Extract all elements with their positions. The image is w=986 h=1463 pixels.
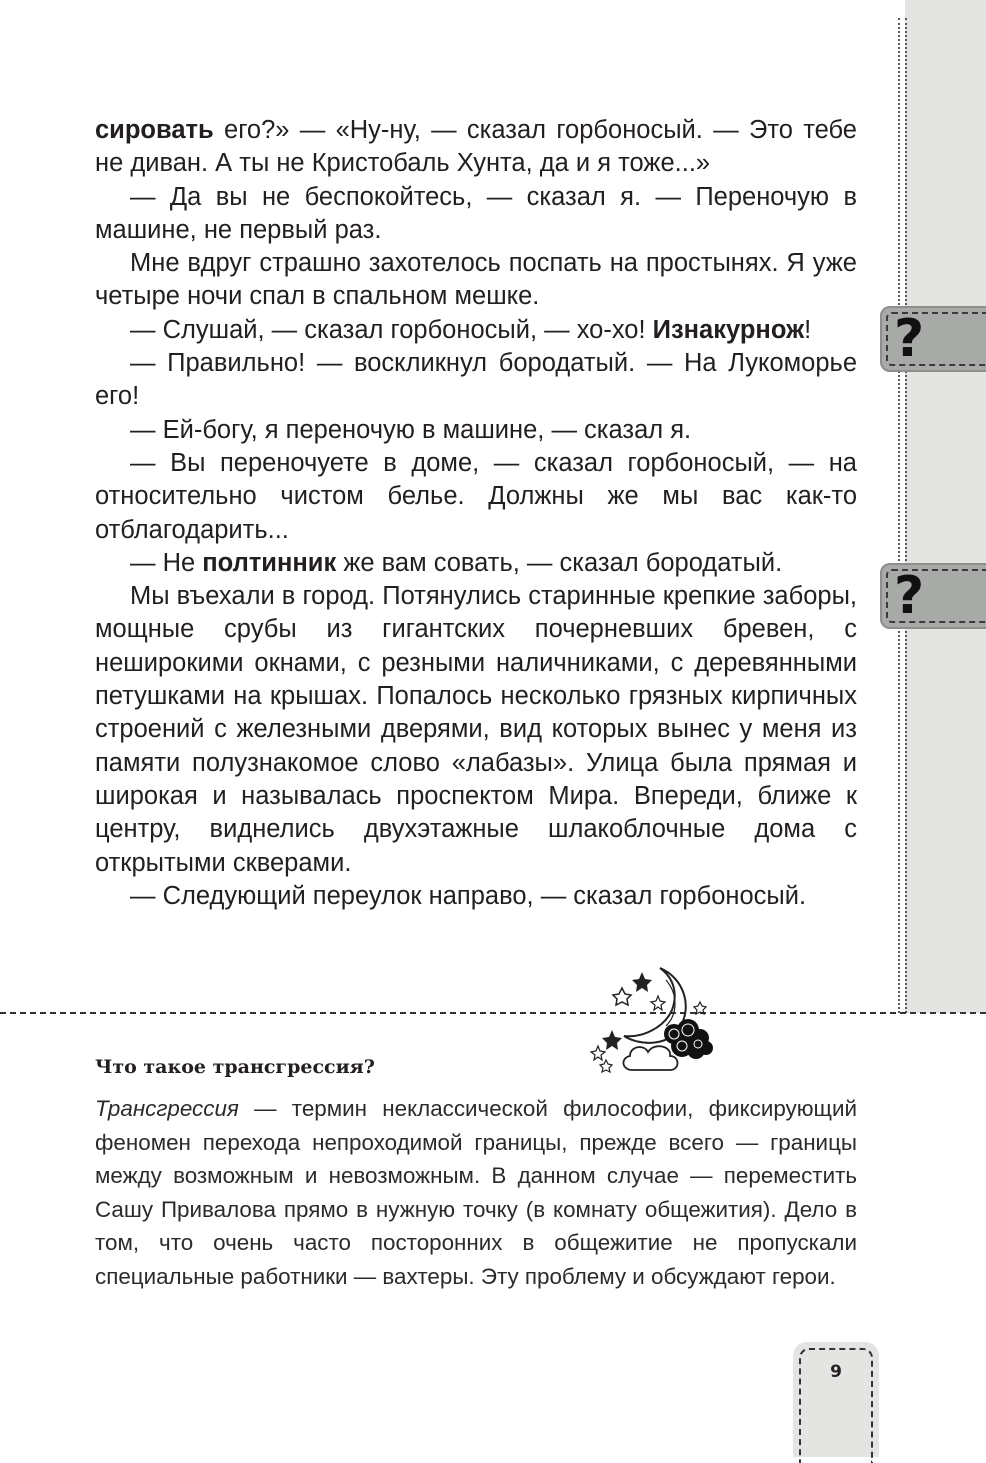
paragraph — [95, 114, 857, 181]
bold-term: сировать — [95, 116, 214, 144]
note-text — [95, 1092, 857, 1294]
margin-divider-line — [905, 18, 907, 1013]
question-mark-icon: ? — [894, 309, 925, 369]
paragraph-text: ! — [804, 315, 812, 344]
page-number: 9 — [830, 1362, 842, 1382]
question-tab — [880, 563, 986, 629]
paragraph: — Правильно! — воскликнул бородатый. — На Лукоморье его! — [95, 349, 857, 411]
paragraph — [95, 314, 857, 347]
question-tab — [880, 306, 986, 372]
section-separator — [0, 1012, 986, 1014]
paragraph: Мне вдруг страшно захотелось поспать на простынях. Я уже четыре ночи спал в спальном мешке. — [95, 249, 857, 311]
paragraph-text: — Слушай, — сказал горбоносый, — хо-хо! — [130, 315, 653, 344]
paragraph-text: его?» — «Ну-ну, — сказал горбоносый. — Это тебе не диван. А ты не Кристобаль Хунта, да и я тоже...» — [95, 116, 857, 178]
paragraph: — Ей-богу, я переночую в машине, — сказал я. — [130, 415, 692, 444]
bold-term: Изнакурнож — [652, 315, 805, 344]
paragraph: Мы въехали в город. Потянулись старинные крепкие заборы, мощные срубы из гигантских почерневших бревен, с неширокими окнами, с резными наличниками, с деревянными петушками на крышах. Попалось несколько грязных кирпичных строений с железными дверями, вид которых вынес у меня из памяти полузнакомое слово «лабазы». Улица была прямая и широкая и называлась проспектом Мира. Впереди, ближе к центру, виднелись двухэтажные шлакоблочные дома с открытыми скверами. — [95, 582, 857, 877]
page-number-tab — [793, 1342, 879, 1457]
question-mark-icon: ? — [894, 566, 925, 626]
note-title: Что такое трансгрессия? — [95, 1056, 375, 1078]
paragraph — [95, 547, 857, 580]
paragraph: — Вы переночуете в доме, — сказал горбоносый, — на относительно чистом белье. Должны же мы вас как-то отблагодарить... — [95, 448, 857, 544]
paragraph: — Да вы не беспокойтесь, — сказал я. — Переночую в машине, не первый раз. — [95, 182, 857, 244]
note-body: — термин неклассической философии, фиксирующий феномен перехода непроходимой границы, прежде всего — границы между возможным и невозможным. В данном случае — переместить Сашу Привалова прямо в нужную точку (в комнату общежития). Дело в том, что очень часто посторонних в общежитие не пропускали специальные работники — вахтеры. Эту проблему и обсуждают герои. — [95, 1096, 857, 1289]
margin-divider-line — [898, 18, 900, 1013]
margin-strip — [905, 0, 986, 1013]
paragraph-text: — Не — [130, 548, 203, 577]
moon-stars-cloud-icon — [582, 960, 717, 1080]
paragraph: — Следующий переулок направо, — сказал горбоносый. — [130, 881, 807, 910]
paragraph-text: же вам совать, — сказал бородатый. — [336, 548, 783, 577]
note-term: Трансгрессия — [95, 1096, 239, 1121]
main-text — [95, 114, 857, 913]
bold-term: полтинник — [202, 548, 337, 577]
